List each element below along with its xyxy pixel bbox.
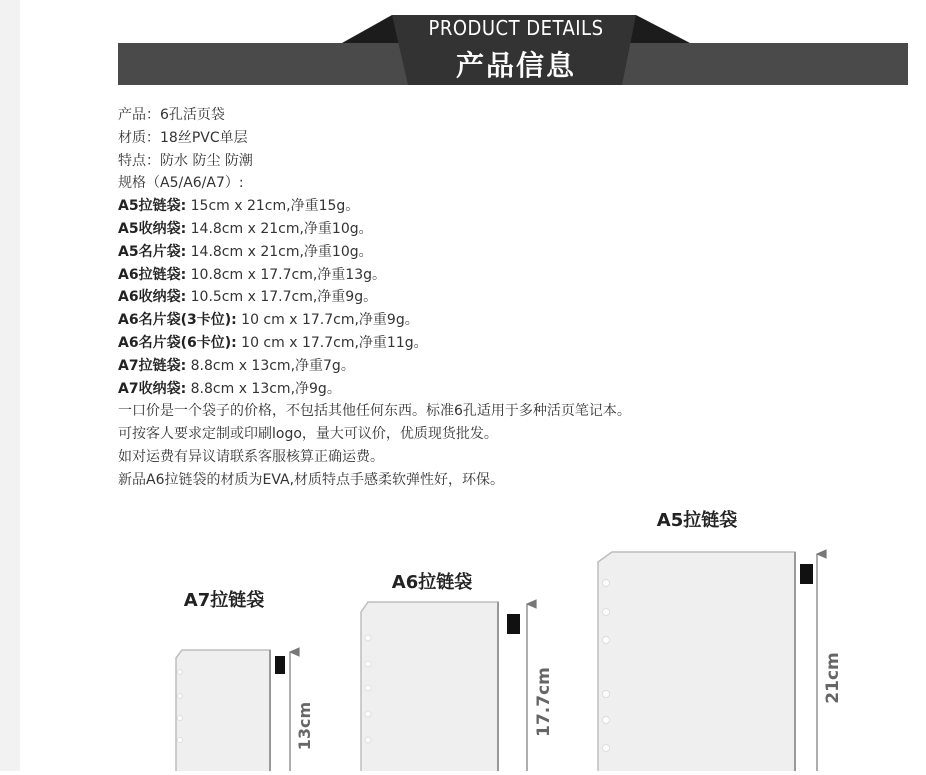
banner-title-cn: 产品信息	[455, 49, 576, 82]
spec-item	[118, 241, 818, 264]
spec-item-label: A7收纳袋:	[118, 380, 187, 397]
spec-item	[118, 355, 818, 378]
spec-item	[118, 286, 818, 309]
spec-item-value: 10 cm x 17.7cm,净重9g。	[236, 312, 419, 329]
spec-item	[118, 309, 818, 332]
spec-note: 可按客人要求定制或印刷logo，量大可议价，优质现货批发。	[118, 426, 498, 443]
spec-item-value: 10.8cm x 17.7cm,净重13g。	[186, 266, 386, 283]
spec-note: 一口价是一个袋子的价格，不包括其他任何东西。标准6孔适用于多种活页笔记本。	[118, 403, 631, 420]
banner-title-en: PRODUCT DETAILS	[428, 16, 604, 40]
pouch-diagram-svg	[0, 490, 926, 771]
spec-item-label: A5拉链袋:	[118, 198, 187, 215]
pouch-size-diagram	[0, 490, 926, 771]
spec-item-label: A5名片袋:	[118, 243, 187, 260]
spec-size-heading: 规格（A5/A6/A7）:	[118, 175, 244, 192]
a5-height-label: 21cm	[823, 652, 843, 704]
a6-pouch	[361, 571, 554, 771]
spec-item	[118, 218, 818, 241]
spec-item-label: A6拉链袋:	[118, 266, 187, 283]
spec-item-label: A6名片袋(6卡位):	[118, 334, 237, 351]
a6-pouch-label: A6拉链袋	[391, 572, 473, 593]
a7-zipper-pull	[275, 656, 285, 674]
a6-pouch-body	[361, 602, 498, 771]
a7-pouch-body	[176, 650, 270, 771]
product-specs	[118, 104, 818, 492]
a5-pouch-label: A5拉链袋	[656, 510, 738, 531]
a7-pouch-label: A7拉链袋	[183, 590, 265, 611]
a6-height-label: 17.7cm	[534, 667, 554, 737]
spec-item	[118, 378, 818, 401]
spec-item-label: A5收纳袋:	[118, 220, 187, 237]
spec-item-value: 14.8cm x 21cm,净重10g。	[186, 243, 373, 260]
spec-item-label: A6收纳袋:	[118, 289, 187, 306]
spec-note: 如对运费有异议请联系客服核算正确运费。	[118, 448, 384, 465]
spec-item	[118, 332, 818, 355]
spec-features: 特点：防水 防尘 防潮	[118, 152, 253, 169]
section-banner	[0, 0, 926, 90]
spec-item-value: 10.5cm x 17.7cm,净重9g。	[186, 289, 378, 306]
a7-pouch	[176, 589, 314, 771]
a5-pouch-body	[598, 552, 795, 771]
spec-item-label: A6名片袋(3卡位):	[118, 312, 237, 329]
a5-zipper-pull	[800, 564, 813, 584]
spec-item-value: 14.8cm x 21cm,净重10g。	[186, 220, 373, 237]
spec-note: 新品A6拉链袋的材质为EVA,材质特点手感柔软弹性好，环保。	[118, 471, 505, 488]
spec-product: 产品：6孔活页袋	[118, 107, 225, 123]
spec-item-value: 8.8cm x 13cm,净9g。	[186, 380, 341, 397]
a5-pouch	[598, 509, 843, 771]
spec-item	[118, 264, 818, 287]
spec-item-label: A7拉链袋:	[118, 357, 187, 374]
a6-zipper-pull	[507, 614, 520, 634]
a7-height-label: 13cm	[295, 701, 314, 751]
spec-item-value: 10 cm x 17.7cm,净重11g。	[236, 334, 428, 351]
spec-material: 材质：18丝PVC单层	[118, 129, 248, 146]
spec-item-value: 15cm x 21cm,净重15g。	[186, 198, 360, 215]
spec-item	[118, 195, 818, 218]
spec-item-value: 8.8cm x 13cm,净重7g。	[186, 357, 355, 374]
